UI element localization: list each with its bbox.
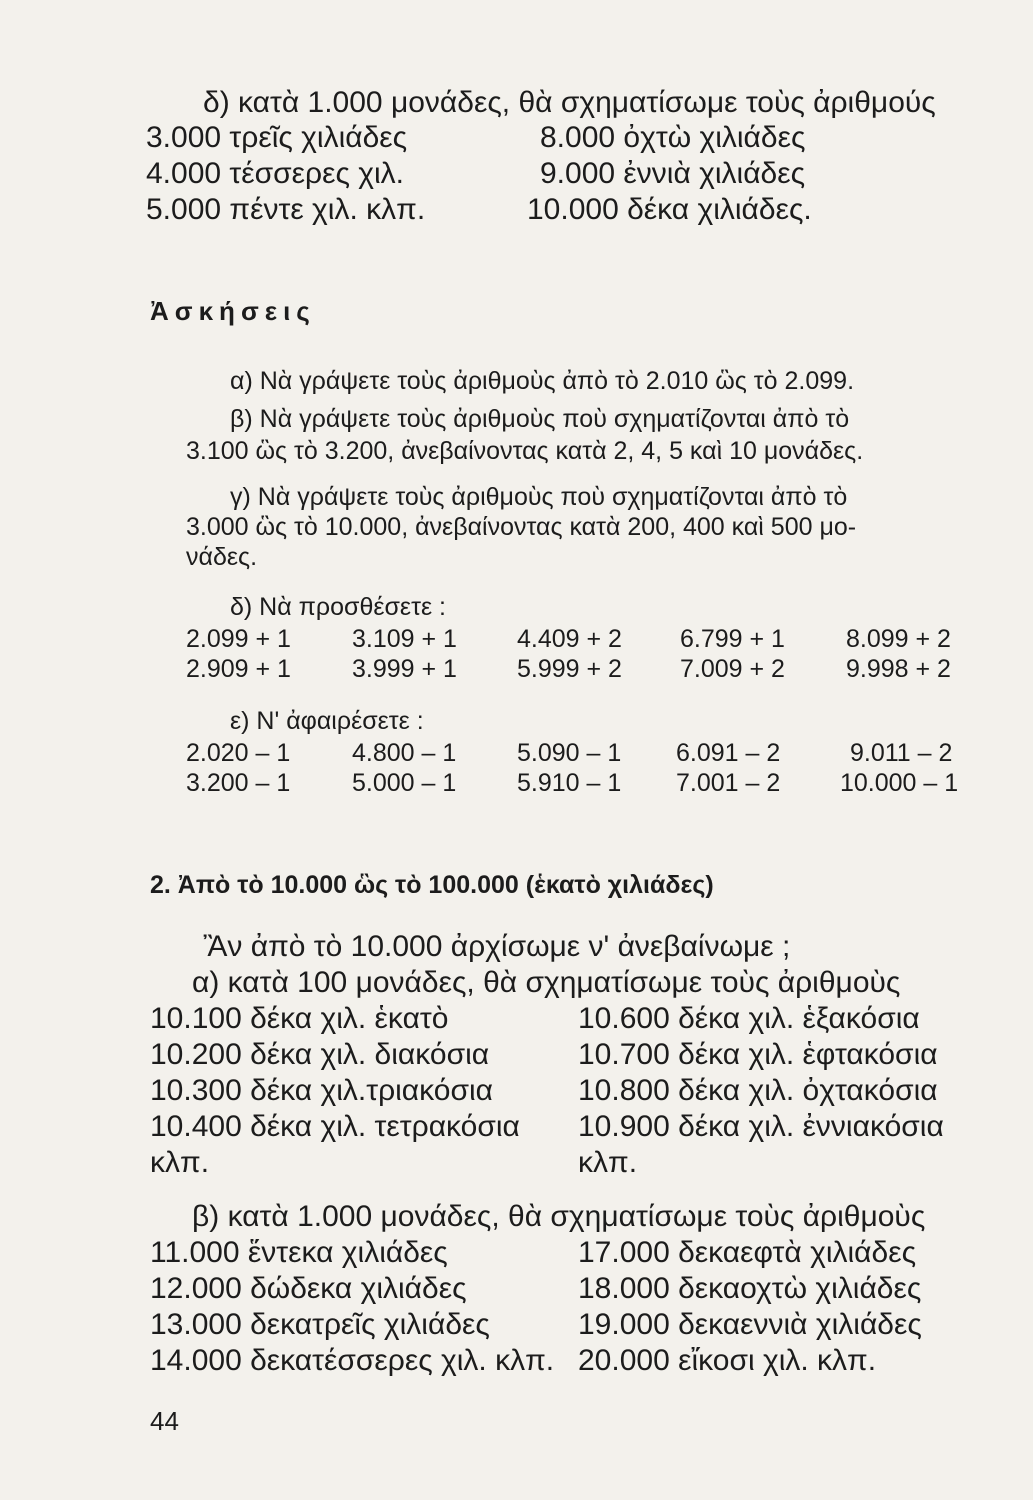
s2a-right-5: κλπ. [578, 1146, 638, 1179]
e-r2-c1: 3.200 – 1 [186, 769, 291, 797]
e-r2-c5: 10.000 – 1 [840, 769, 959, 797]
exercise-b-line1: β) Νὰ γράψετε τοὺς ἀριθμοὺς ποὺ σχηματίζονται ἀπὸ τὸ [230, 405, 850, 433]
d-r1-c1: 2.099 + 1 [186, 625, 291, 653]
s2b-left-4: 14.000 δεκατέσσερες χιλ. κλπ. [150, 1344, 555, 1377]
section-2-intro: Ἂν ἀπὸ τὸ 10.000 ἀρχίσωμε ν' ἀνεβαίνωμε ; [203, 930, 791, 963]
s2b-left-1: 11.000 ἕντεκα χιλιάδες [150, 1236, 448, 1269]
e-r1-c2: 4.800 – 1 [352, 739, 457, 767]
top-intro: δ) κατὰ 1.000 μονάδες, θὰ σχηματίσωμε τοὺς ἀριθμούς [203, 86, 936, 119]
section-2-b-intro: β) κατὰ 1.000 μονάδες, θὰ σχηματίσωμε τοὺς ἀριθμοὺς [192, 1200, 926, 1233]
e-r1-c5: 9.011 – 2 [850, 739, 953, 767]
e-r2-c3: 5.910 – 1 [517, 769, 622, 797]
d-r1-c2: 3.109 + 1 [352, 625, 457, 653]
exercise-c-line1: γ) Νὰ γράψετε τοὺς ἀριθμοὺς ποὺ σχηματίζονται ἀπὸ τὸ [230, 483, 848, 511]
s2a-right-3: 10.800 δέκα χιλ. ὀχτακόσια [578, 1074, 938, 1107]
exercise-c-line3: νάδες. [186, 543, 258, 571]
d-r2-c3: 5.999 + 2 [517, 655, 622, 683]
e-r2-c2: 5.000 – 1 [352, 769, 457, 797]
d-r1-c5: 8.099 + 2 [846, 625, 951, 653]
s2b-right-3: 19.000 δεκαεννιὰ χιλιάδες [578, 1308, 922, 1341]
s2b-right-1: 17.000 δεκαεφτὰ χιλιάδες [578, 1236, 917, 1269]
e-r1-c1: 2.020 – 1 [186, 739, 291, 767]
s2a-left-3: 10.300 δέκα χιλ.τριακόσια [150, 1074, 493, 1107]
d-r2-c2: 3.999 + 1 [352, 655, 457, 683]
top-left-3: 5.000 πέντε χιλ. κλπ. [146, 193, 426, 226]
page-number: 44 [150, 1406, 179, 1436]
s2a-right-1: 10.600 δέκα χιλ. ἑξακόσια [578, 1002, 920, 1035]
exercise-a: α) Νὰ γράψετε τοὺς ἀριθμοὺς ἀπὸ τὸ 2.010 ὣς τὸ 2.099. [230, 367, 855, 395]
top-right-1: 8.000 ὀχτὼ χιλιάδες [540, 121, 806, 154]
s2b-left-3: 13.000 δεκατρεῖς χιλιάδες [150, 1308, 490, 1341]
section-2-a-intro: α) κατὰ 100 μονάδες, θὰ σχηματίσωμε τοὺς ἀριθμοὺς [192, 966, 901, 999]
d-r2-c5: 9.998 + 2 [846, 655, 951, 683]
e-r1-c4: 6.091 – 2 [676, 739, 781, 767]
top-right-3: 10.000 δέκα χιλιάδες. [527, 193, 812, 226]
exercise-c-line2: 3.000 ὣς τὸ 10.000, ἀνεβαίνοντας κατὰ 200, 400 καὶ 500 μο- [186, 513, 857, 541]
s2a-right-2: 10.700 δέκα χιλ. ἑφτακόσια [578, 1038, 938, 1071]
s2a-left-4: 10.400 δέκα χιλ. τετρακόσια [150, 1110, 520, 1143]
d-r1-c4: 6.799 + 1 [680, 625, 785, 653]
exercise-d-label: δ) Νὰ προσθέσετε : [230, 593, 446, 621]
exercise-e-label: ε) Ν' ἀφαιρέσετε : [230, 707, 424, 735]
exercises-heading: Ἀσκήσεις [150, 296, 316, 326]
top-left-1: 3.000 τρεῖς χιλιάδες [146, 121, 408, 154]
d-r1-c3: 4.409 + 2 [517, 625, 622, 653]
s2a-right-4: 10.900 δέκα χιλ. ἐννιακόσια [578, 1110, 944, 1143]
s2b-right-2: 18.000 δεκαοχτὼ χιλιάδες [578, 1272, 922, 1305]
d-r2-c1: 2.909 + 1 [186, 655, 291, 683]
s2a-left-2: 10.200 δέκα χιλ. διακόσια [150, 1038, 490, 1071]
top-left-2: 4.000 τέσσερες χιλ. [146, 157, 405, 190]
s2b-right-4: 20.000 εἴκοσι χιλ. κλπ. [578, 1344, 877, 1377]
e-r2-c4: 7.001 – 2 [676, 769, 781, 797]
top-right-2: 9.000 ἐννιὰ χιλιάδες [540, 157, 806, 190]
e-r1-c3: 5.090 – 1 [517, 739, 622, 767]
d-r2-c4: 7.009 + 2 [680, 655, 785, 683]
s2a-left-1: 10.100 δέκα χιλ. ἑκατὸ [150, 1002, 449, 1035]
s2b-left-2: 12.000 δώδεκα χιλιάδες [150, 1272, 467, 1305]
s2a-left-5: κλπ. [150, 1146, 210, 1179]
exercise-b-line2: 3.100 ὣς τὸ 3.200, ἀνεβαίνοντας κατὰ 2, 4, 5 καὶ 10 μονάδες. [186, 437, 864, 465]
section-2-title: 2. Ἀπὸ τὸ 10.000 ὣς τὸ 100.000 (ἑκατὸ χιλιάδες) [150, 871, 714, 899]
